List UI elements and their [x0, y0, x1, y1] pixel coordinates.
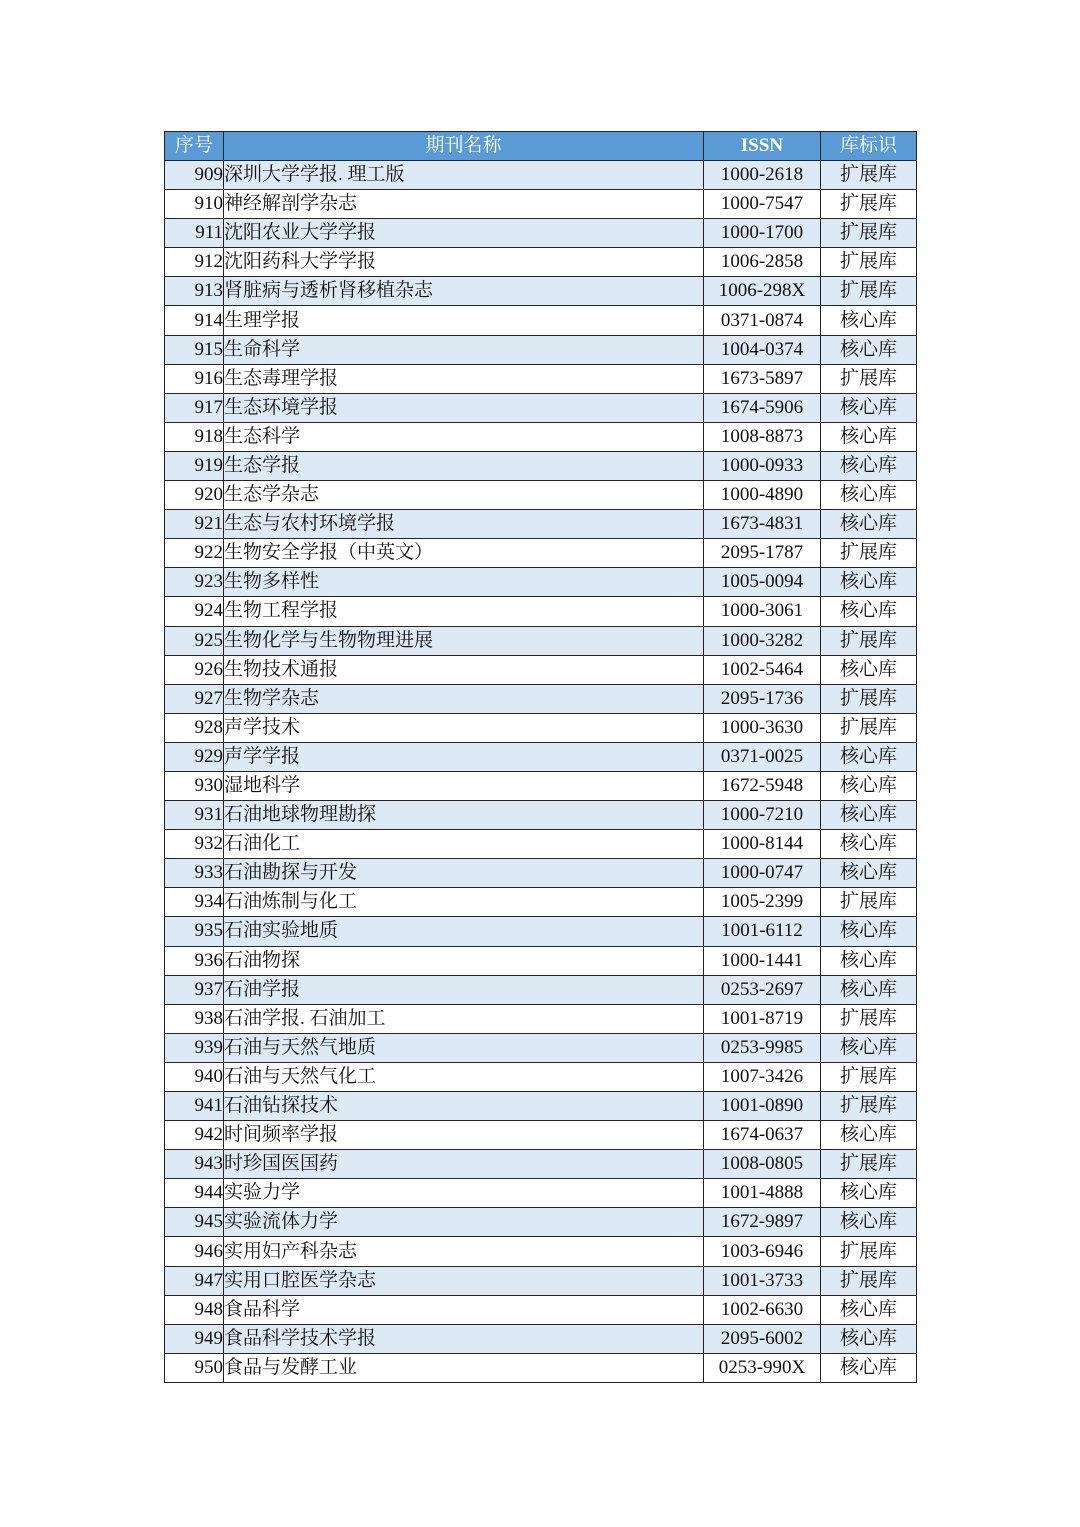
journal-table	[164, 131, 917, 1383]
issn-cell: 1006-298X	[704, 277, 821, 306]
library-tag-cell: 核心库	[821, 1353, 917, 1382]
serial-number-cell: 924	[165, 597, 224, 626]
library-tag-cell: 核心库	[821, 481, 917, 510]
journal-name-cell: 时珍国医国药	[224, 1150, 704, 1179]
journal-name-cell: 生态学杂志	[224, 481, 704, 510]
library-tag-cell: 核心库	[821, 1033, 917, 1062]
issn-cell: 1005-2399	[704, 888, 821, 917]
journal-name-cell: 石油实验地质	[224, 917, 704, 946]
library-tag-cell: 核心库	[821, 597, 917, 626]
journal-name-cell: 食品科学	[224, 1295, 704, 1324]
issn-cell: 1673-5897	[704, 364, 821, 393]
table-row	[165, 277, 917, 306]
serial-number-cell: 936	[165, 946, 224, 975]
library-tag-cell: 核心库	[821, 1324, 917, 1353]
library-tag-cell: 扩展库	[821, 248, 917, 277]
journal-name-cell: 时间频率学报	[224, 1121, 704, 1150]
table-row	[165, 684, 917, 713]
table-row	[165, 481, 917, 510]
journal-name-cell: 沈阳农业大学学报	[224, 219, 704, 248]
journal-name-cell: 生命科学	[224, 335, 704, 364]
issn-cell: 1672-9897	[704, 1208, 821, 1237]
journal-name-cell: 实用妇产科杂志	[224, 1237, 704, 1266]
table-row	[165, 190, 917, 219]
issn-cell: 1000-4890	[704, 481, 821, 510]
library-tag-cell: 扩展库	[821, 219, 917, 248]
issn-cell: 1006-2858	[704, 248, 821, 277]
library-tag-cell: 扩展库	[821, 161, 917, 190]
issn-cell: 1007-3426	[704, 1062, 821, 1091]
issn-cell: 1000-1441	[704, 946, 821, 975]
library-tag-cell: 核心库	[821, 655, 917, 684]
journal-name-cell: 生物技术通报	[224, 655, 704, 684]
serial-number-cell: 912	[165, 248, 224, 277]
journal-name-cell: 石油勘探与开发	[224, 859, 704, 888]
table-row	[165, 422, 917, 451]
table-row	[165, 742, 917, 771]
journal-name-cell: 生态环境学报	[224, 393, 704, 422]
issn-cell: 1673-4831	[704, 510, 821, 539]
issn-cell: 1001-6112	[704, 917, 821, 946]
library-tag-cell: 扩展库	[821, 1004, 917, 1033]
serial-number-cell: 927	[165, 684, 224, 713]
issn-cell: 1000-7210	[704, 801, 821, 830]
serial-number-cell: 941	[165, 1092, 224, 1121]
library-tag-cell: 核心库	[821, 393, 917, 422]
library-tag-cell: 核心库	[821, 451, 917, 480]
issn-cell: 1674-5906	[704, 393, 821, 422]
journal-name-cell: 石油学报	[224, 975, 704, 1004]
serial-number-cell: 937	[165, 975, 224, 1004]
serial-number-cell: 942	[165, 1121, 224, 1150]
issn-cell: 1004-0374	[704, 335, 821, 364]
table-row	[165, 597, 917, 626]
library-tag-cell: 扩展库	[821, 539, 917, 568]
table-row	[165, 1033, 917, 1062]
journal-name-cell: 实验力学	[224, 1179, 704, 1208]
serial-number-cell: 931	[165, 801, 224, 830]
library-tag-cell: 核心库	[821, 1121, 917, 1150]
journal-name-cell: 深圳大学学报. 理工版	[224, 161, 704, 190]
header-serial-number: 序号	[165, 132, 224, 161]
serial-number-cell: 920	[165, 481, 224, 510]
serial-number-cell: 909	[165, 161, 224, 190]
journal-name-cell: 实验流体力学	[224, 1208, 704, 1237]
table-row	[165, 801, 917, 830]
serial-number-cell: 917	[165, 393, 224, 422]
serial-number-cell: 944	[165, 1179, 224, 1208]
table-row	[165, 510, 917, 539]
serial-number-cell: 945	[165, 1208, 224, 1237]
table-row	[165, 1179, 917, 1208]
table-row	[165, 393, 917, 422]
serial-number-cell: 947	[165, 1266, 224, 1295]
issn-cell: 1000-8144	[704, 830, 821, 859]
table-row	[165, 1150, 917, 1179]
journal-name-cell: 湿地科学	[224, 771, 704, 800]
journal-name-cell: 生态毒理学报	[224, 364, 704, 393]
serial-number-cell: 922	[165, 539, 224, 568]
serial-number-cell: 946	[165, 1237, 224, 1266]
library-tag-cell: 核心库	[821, 1295, 917, 1324]
journal-name-cell: 声学学报	[224, 742, 704, 771]
serial-number-cell: 940	[165, 1062, 224, 1091]
table-row	[165, 1237, 917, 1266]
table-row	[165, 1004, 917, 1033]
library-tag-cell: 核心库	[821, 568, 917, 597]
journal-name-cell: 生物工程学报	[224, 597, 704, 626]
issn-cell: 1008-8873	[704, 422, 821, 451]
table-row	[165, 364, 917, 393]
issn-cell: 1000-3061	[704, 597, 821, 626]
issn-cell: 1000-3630	[704, 713, 821, 742]
table-row	[165, 655, 917, 684]
library-tag-cell: 核心库	[821, 742, 917, 771]
library-tag-cell: 扩展库	[821, 277, 917, 306]
library-tag-cell: 核心库	[821, 771, 917, 800]
journal-name-cell: 石油地球物理勘探	[224, 801, 704, 830]
library-tag-cell: 扩展库	[821, 364, 917, 393]
journal-name-cell: 生态与农村环境学报	[224, 510, 704, 539]
table-row	[165, 1121, 917, 1150]
table-row	[165, 713, 917, 742]
journal-name-cell: 食品科学技术学报	[224, 1324, 704, 1353]
serial-number-cell: 939	[165, 1033, 224, 1062]
journal-name-cell: 石油物探	[224, 946, 704, 975]
table-row	[165, 917, 917, 946]
serial-number-cell: 923	[165, 568, 224, 597]
library-tag-cell: 扩展库	[821, 1266, 917, 1295]
serial-number-cell: 950	[165, 1353, 224, 1382]
serial-number-cell: 932	[165, 830, 224, 859]
journal-name-cell: 石油化工	[224, 830, 704, 859]
serial-number-cell: 929	[165, 742, 224, 771]
issn-cell: 1002-6630	[704, 1295, 821, 1324]
serial-number-cell: 915	[165, 335, 224, 364]
table-row	[165, 539, 917, 568]
journal-name-cell: 石油学报. 石油加工	[224, 1004, 704, 1033]
issn-cell: 1002-5464	[704, 655, 821, 684]
journal-name-cell: 生理学报	[224, 306, 704, 335]
journal-name-cell: 生态科学	[224, 422, 704, 451]
header-issn: ISSN	[704, 132, 821, 161]
library-tag-cell: 扩展库	[821, 713, 917, 742]
issn-cell: 2095-6002	[704, 1324, 821, 1353]
serial-number-cell: 916	[165, 364, 224, 393]
library-tag-cell: 核心库	[821, 1208, 917, 1237]
library-tag-cell: 核心库	[821, 335, 917, 364]
journal-name-cell: 生态学报	[224, 451, 704, 480]
issn-cell: 1001-3733	[704, 1266, 821, 1295]
journal-name-cell: 声学技术	[224, 713, 704, 742]
table-row	[165, 219, 917, 248]
journal-name-cell: 生物多样性	[224, 568, 704, 597]
library-tag-cell: 扩展库	[821, 684, 917, 713]
journal-name-cell: 石油与天然气化工	[224, 1062, 704, 1091]
issn-cell: 2095-1736	[704, 684, 821, 713]
issn-cell: 1001-8719	[704, 1004, 821, 1033]
journal-name-cell: 肾脏病与透析肾移植杂志	[224, 277, 704, 306]
library-tag-cell: 核心库	[821, 1179, 917, 1208]
serial-number-cell: 913	[165, 277, 224, 306]
serial-number-cell: 935	[165, 917, 224, 946]
table-row	[165, 1062, 917, 1091]
serial-number-cell: 921	[165, 510, 224, 539]
serial-number-cell: 948	[165, 1295, 224, 1324]
journal-name-cell: 食品与发酵工业	[224, 1353, 704, 1382]
table-row	[165, 1324, 917, 1353]
issn-cell: 0253-990X	[704, 1353, 821, 1382]
library-tag-cell: 扩展库	[821, 190, 917, 219]
issn-cell: 0371-0874	[704, 306, 821, 335]
issn-cell: 2095-1787	[704, 539, 821, 568]
issn-cell: 0371-0025	[704, 742, 821, 771]
issn-cell: 1003-6946	[704, 1237, 821, 1266]
library-tag-cell: 核心库	[821, 859, 917, 888]
serial-number-cell: 914	[165, 306, 224, 335]
serial-number-cell: 925	[165, 626, 224, 655]
table-row	[165, 248, 917, 277]
table-row	[165, 1353, 917, 1382]
library-tag-cell: 核心库	[821, 946, 917, 975]
table-row	[165, 568, 917, 597]
serial-number-cell: 911	[165, 219, 224, 248]
library-tag-cell: 核心库	[821, 801, 917, 830]
library-tag-cell: 扩展库	[821, 1150, 917, 1179]
table-row	[165, 161, 917, 190]
serial-number-cell: 938	[165, 1004, 224, 1033]
library-tag-cell: 核心库	[821, 975, 917, 1004]
issn-cell: 1674-0637	[704, 1121, 821, 1150]
library-tag-cell: 核心库	[821, 306, 917, 335]
table-row	[165, 946, 917, 975]
serial-number-cell: 910	[165, 190, 224, 219]
issn-cell: 1000-0747	[704, 859, 821, 888]
table-body	[165, 161, 917, 1383]
table-row	[165, 888, 917, 917]
library-tag-cell: 核心库	[821, 830, 917, 859]
serial-number-cell: 919	[165, 451, 224, 480]
table-row	[165, 975, 917, 1004]
issn-cell: 1005-0094	[704, 568, 821, 597]
library-tag-cell: 扩展库	[821, 1062, 917, 1091]
issn-cell: 1000-0933	[704, 451, 821, 480]
journal-name-cell: 石油钻探技术	[224, 1092, 704, 1121]
serial-number-cell: 949	[165, 1324, 224, 1353]
issn-cell: 1000-3282	[704, 626, 821, 655]
journal-name-cell: 石油与天然气地质	[224, 1033, 704, 1062]
library-tag-cell: 扩展库	[821, 888, 917, 917]
table-row	[165, 771, 917, 800]
library-tag-cell: 核心库	[821, 917, 917, 946]
library-tag-cell: 核心库	[821, 422, 917, 451]
journal-name-cell: 生物安全学报（中英文）	[224, 539, 704, 568]
header-journal-name: 期刊名称	[224, 132, 704, 161]
issn-cell: 1000-2618	[704, 161, 821, 190]
issn-cell: 0253-9985	[704, 1033, 821, 1062]
library-tag-cell: 核心库	[821, 510, 917, 539]
serial-number-cell: 930	[165, 771, 224, 800]
issn-cell: 1001-4888	[704, 1179, 821, 1208]
journal-name-cell: 沈阳药科大学学报	[224, 248, 704, 277]
table-row	[165, 830, 917, 859]
header-library-tag: 库标识	[821, 132, 917, 161]
library-tag-cell: 扩展库	[821, 1237, 917, 1266]
journal-name-cell: 生物学杂志	[224, 684, 704, 713]
serial-number-cell: 926	[165, 655, 224, 684]
table-row	[165, 306, 917, 335]
table-header	[165, 132, 917, 161]
library-tag-cell: 扩展库	[821, 1092, 917, 1121]
table-row	[165, 1266, 917, 1295]
table-row	[165, 451, 917, 480]
library-tag-cell: 扩展库	[821, 626, 917, 655]
table-row	[165, 859, 917, 888]
issn-cell: 1001-0890	[704, 1092, 821, 1121]
journal-name-cell: 神经解剖学杂志	[224, 190, 704, 219]
issn-cell: 1008-0805	[704, 1150, 821, 1179]
serial-number-cell: 928	[165, 713, 224, 742]
issn-cell: 1672-5948	[704, 771, 821, 800]
serial-number-cell: 943	[165, 1150, 224, 1179]
table-row	[165, 626, 917, 655]
issn-cell: 1000-1700	[704, 219, 821, 248]
journal-name-cell: 石油炼制与化工	[224, 888, 704, 917]
issn-cell: 1000-7547	[704, 190, 821, 219]
table-row	[165, 1092, 917, 1121]
issn-cell: 0253-2697	[704, 975, 821, 1004]
serial-number-cell: 933	[165, 859, 224, 888]
serial-number-cell: 918	[165, 422, 224, 451]
serial-number-cell: 934	[165, 888, 224, 917]
table-row	[165, 1208, 917, 1237]
table-row	[165, 1295, 917, 1324]
journal-name-cell: 实用口腔医学杂志	[224, 1266, 704, 1295]
journal-name-cell: 生物化学与生物物理进展	[224, 626, 704, 655]
table-row	[165, 335, 917, 364]
